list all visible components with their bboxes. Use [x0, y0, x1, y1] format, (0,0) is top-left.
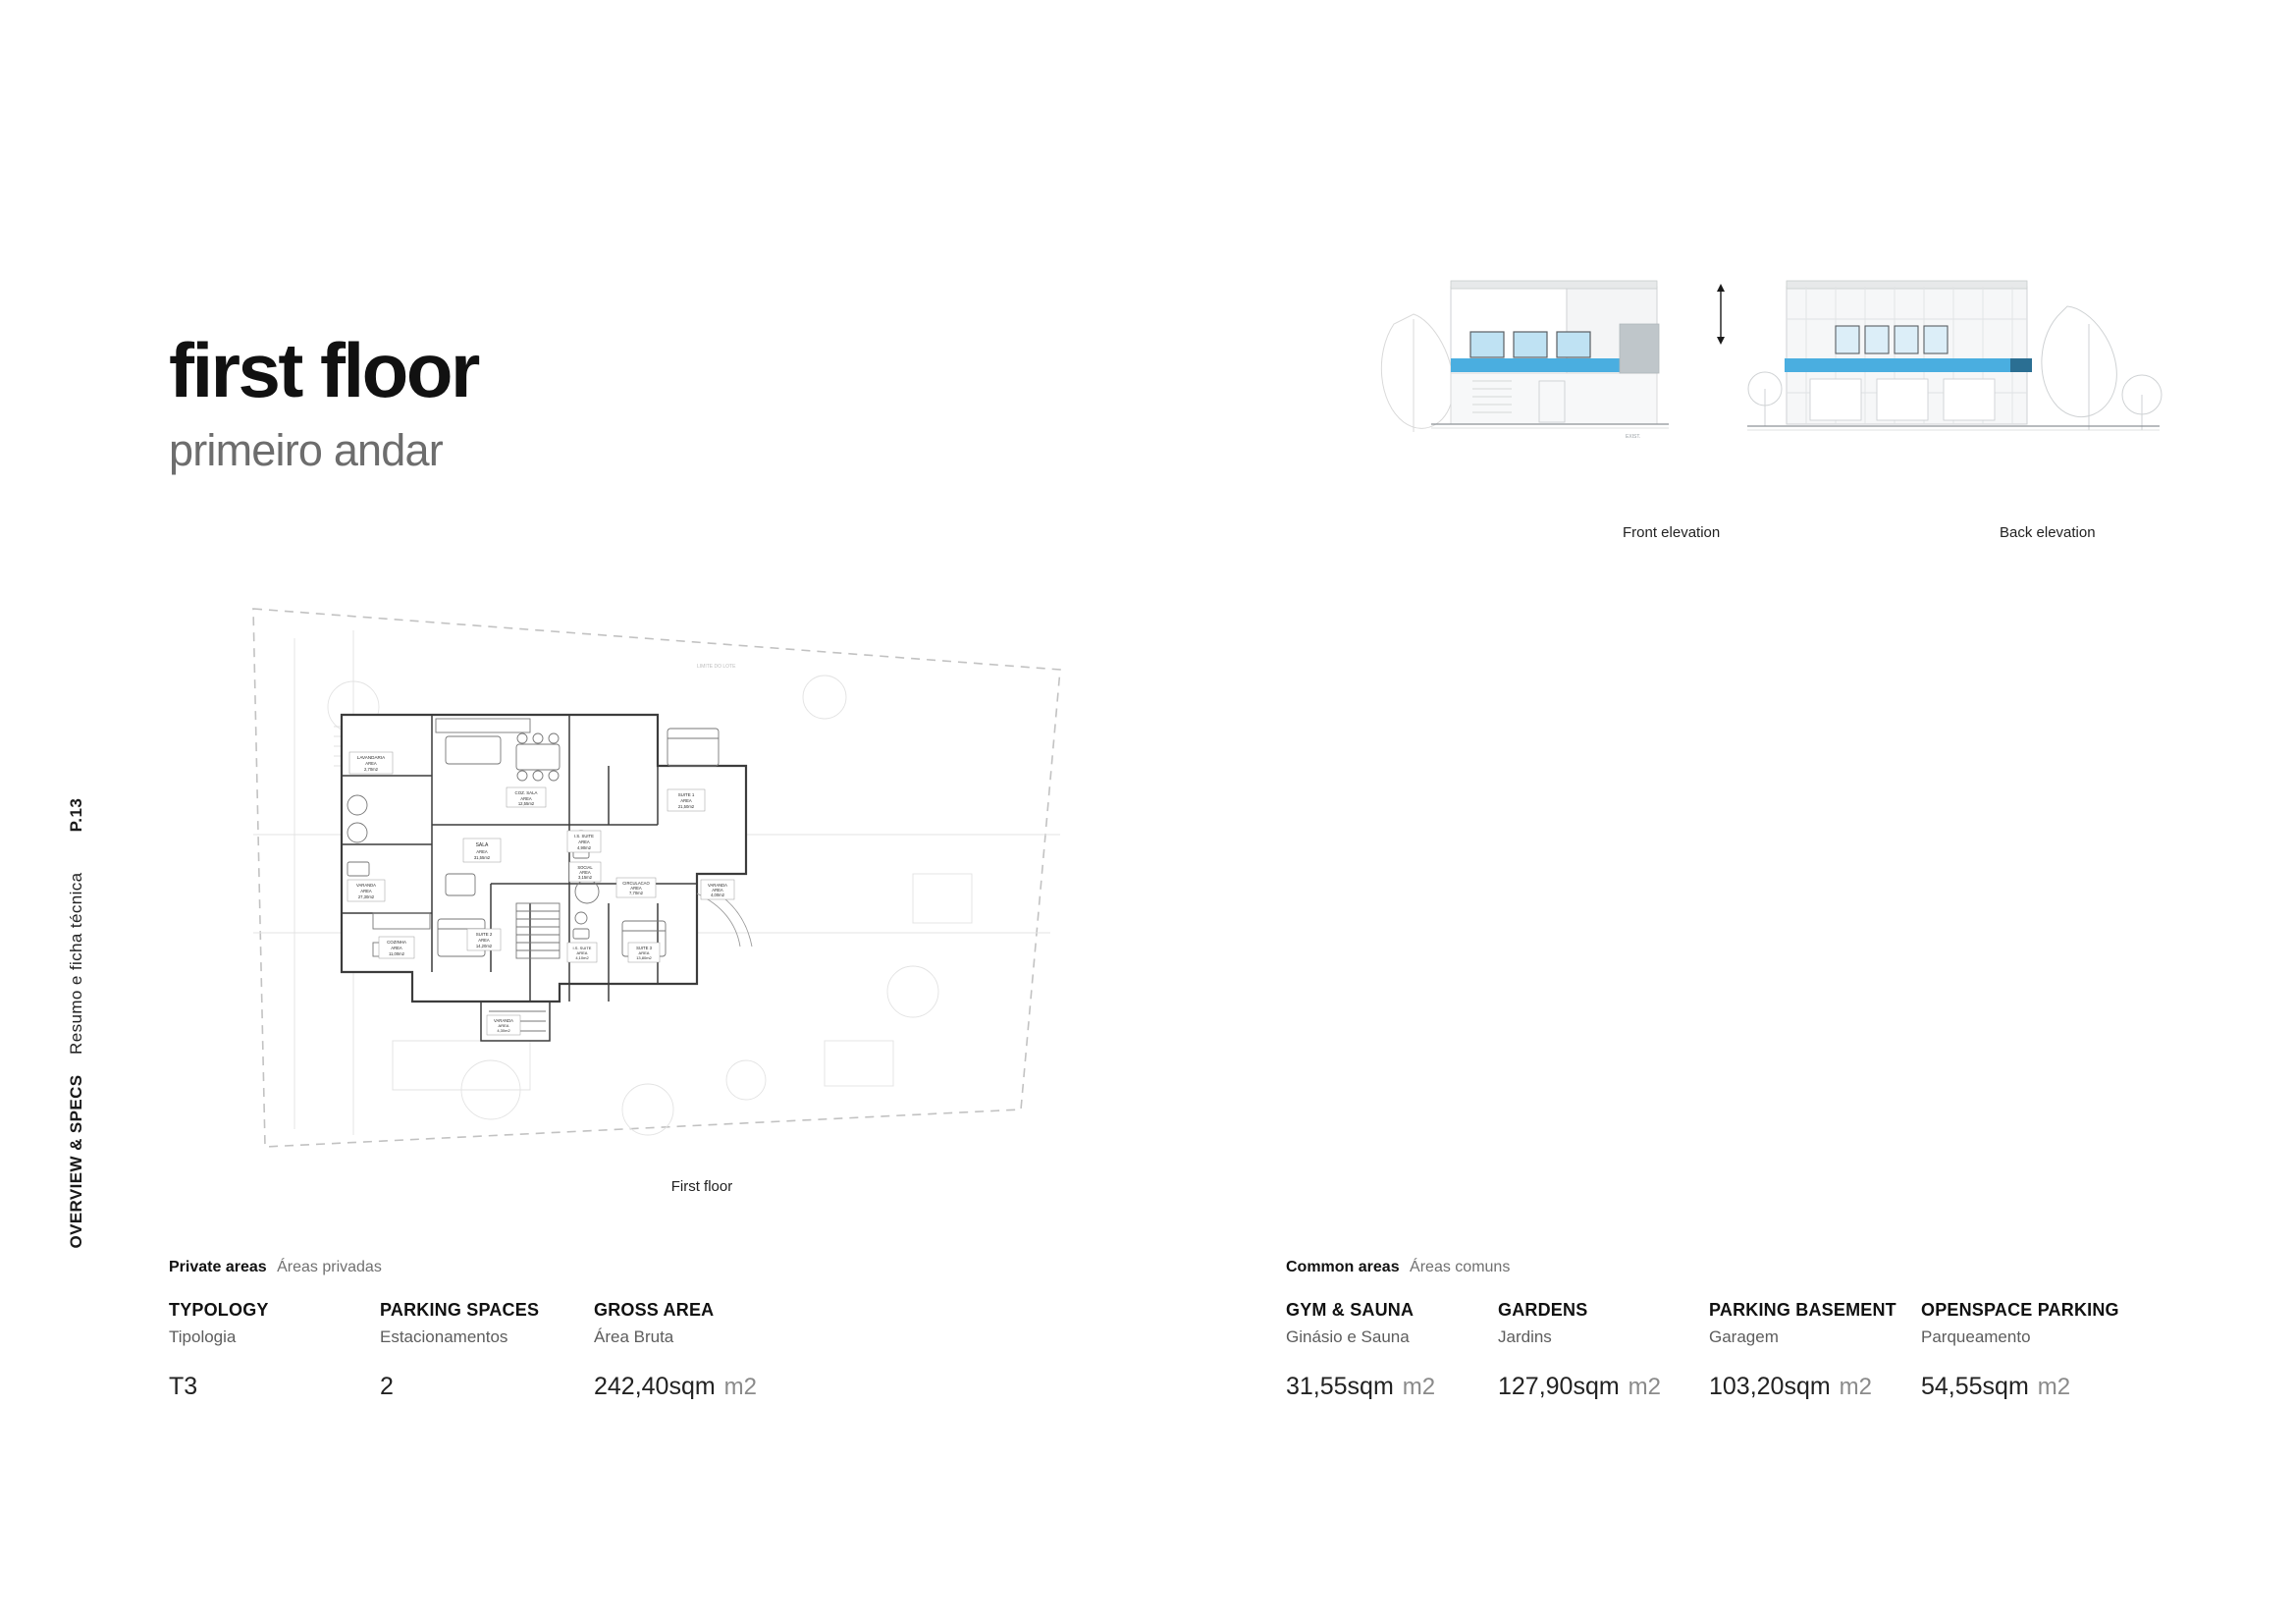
svg-text:SUITE 3: SUITE 3 [636, 946, 652, 950]
back-elevation-caption: Back elevation [2000, 524, 2096, 541]
spec-gross-area-title: GROSS AREA [594, 1300, 715, 1320]
svg-text:AREA: AREA [579, 870, 591, 875]
svg-text:LAVANDARIA: LAVANDARIA [356, 755, 386, 760]
private-areas-heading-light: Áreas privadas [277, 1259, 382, 1275]
spec-gross-area [594, 1300, 829, 1401]
svg-text:4,90m2: 4,90m2 [577, 845, 591, 850]
svg-text:AREA: AREA [391, 946, 402, 950]
svg-text:AREA: AREA [578, 839, 590, 844]
spec-openspace-parking-title: OPENSPACE PARKING [1921, 1300, 2119, 1320]
svg-text:COZINHA: COZINHA [387, 940, 406, 945]
svg-text:3,15m2: 3,15m2 [578, 875, 592, 880]
svg-text:AREA: AREA [498, 1023, 509, 1028]
spec-gym-sauna-unit: m2 [1402, 1374, 1436, 1400]
spec-parking-spaces-title: PARKING SPACES [380, 1300, 540, 1320]
private-areas-group [169, 1259, 829, 1401]
svg-text:AREA: AREA [630, 886, 642, 891]
spec-openspace-parking-number: 54,55sqm [1921, 1373, 2029, 1400]
common-areas-heading [1286, 1259, 2147, 1276]
spec-parking-spaces [380, 1300, 594, 1401]
private-areas-heading [169, 1259, 829, 1276]
spec-openspace-parking [1921, 1300, 2147, 1401]
spec-parking-spaces-sub: Estacionamentos [380, 1327, 508, 1346]
spec-typology-value [169, 1373, 380, 1401]
spec-parking-basement [1709, 1300, 1921, 1401]
spec-parking-basement-value [1709, 1373, 1921, 1401]
spec-openspace-parking-unit: m2 [2037, 1374, 2071, 1400]
spec-typology-number: T3 [169, 1373, 198, 1400]
spec-parking-basement-unit: m2 [1839, 1374, 1872, 1400]
spec-gym-sauna-title: GYM & SAUNA [1286, 1300, 1415, 1320]
svg-text:AREA: AREA [680, 798, 692, 803]
front-elevation-caption: Front elevation [1623, 524, 1721, 541]
spec-typology-sub: Tipologia [169, 1327, 237, 1346]
spec-parking-basement-sub: Garagem [1709, 1327, 1779, 1346]
svg-text:AREA: AREA [360, 889, 372, 893]
private-areas-columns [169, 1300, 829, 1401]
common-areas-columns [1286, 1300, 2147, 1401]
spec-gross-area-unit: m2 [723, 1374, 757, 1400]
floor-plan-drawing [236, 579, 1168, 1168]
spec-gardens-number: 127,90sqm [1498, 1373, 1620, 1400]
svg-text:AREA: AREA [712, 888, 723, 893]
svg-text:AREA: AREA [576, 950, 588, 955]
svg-text:SOCIAL: SOCIAL [577, 865, 593, 870]
spec-openspace-parking-value [1921, 1373, 2147, 1401]
svg-text:LIMITE DO LOTE: LIMITE DO LOTE [697, 664, 736, 670]
elevations-drawing [1374, 265, 2169, 520]
spec-gardens [1498, 1300, 1709, 1401]
spec-gym-sauna-number: 31,55sqm [1286, 1373, 1394, 1400]
svg-text:AREA: AREA [638, 950, 650, 955]
svg-text:2,70m2: 2,70m2 [364, 767, 378, 772]
svg-text:SUITE 1: SUITE 1 [677, 792, 695, 797]
spec-gardens-unit: m2 [1628, 1374, 1661, 1400]
svg-text:AREA: AREA [365, 761, 377, 766]
svg-text:14,20m2: 14,20m2 [475, 944, 493, 948]
elevations-figure [1374, 265, 2169, 541]
spec-gardens-sub: Jardins [1498, 1327, 1552, 1346]
common-areas-heading-light: Áreas comuns [1410, 1259, 1511, 1275]
spec-parking-basement-title: PARKING BASEMENT [1709, 1300, 1896, 1320]
svg-text:EXIST.: EXIST. [1626, 434, 1641, 440]
page-title: first floor [169, 327, 478, 413]
svg-text:AREA: AREA [476, 849, 488, 854]
svg-text:I.S. SUITE: I.S. SUITE [572, 946, 592, 950]
svg-text:VARANDA: VARANDA [494, 1018, 513, 1023]
svg-text:CIRCULACAO: CIRCULACAO [622, 881, 650, 886]
spec-gardens-title: GARDENS [1498, 1300, 1588, 1320]
common-areas-group [1286, 1259, 2147, 1401]
svg-text:21,50m2: 21,50m2 [677, 804, 695, 809]
front-elevation-drawing [1381, 281, 1669, 440]
spec-gardens-value [1498, 1373, 1709, 1401]
svg-text:4,10m2: 4,10m2 [575, 955, 589, 960]
svg-text:4,30m2: 4,30m2 [497, 1028, 510, 1033]
svg-text:COZ. SALA: COZ. SALA [514, 790, 538, 795]
svg-text:SUITE 2: SUITE 2 [475, 932, 493, 937]
svg-text:I.S. SUITE: I.S. SUITE [574, 834, 594, 839]
private-areas-heading-bold: Private areas [169, 1259, 267, 1275]
back-elevation-drawing [1747, 281, 2162, 430]
spec-parking-spaces-number: 2 [380, 1373, 394, 1400]
spec-gross-area-number: 242,40sqm [594, 1373, 716, 1400]
spec-typology-title: TYPOLOGY [169, 1300, 269, 1320]
spec-parking-basement-number: 103,20sqm [1709, 1373, 1831, 1400]
spec-openspace-parking-sub: Parqueamento [1921, 1327, 2031, 1346]
height-arrow-icon [1717, 284, 1725, 345]
floor-plan-caption: First floor [670, 1178, 733, 1195]
page-title-block [169, 327, 478, 475]
svg-text:AREA: AREA [520, 796, 532, 801]
spec-parking-spaces-value [380, 1373, 594, 1401]
svg-text:SALA: SALA [475, 842, 489, 848]
elevation-captions [1374, 524, 2169, 544]
floor-plan-figure [236, 579, 1168, 1168]
section-label-light: Resumo e ficha técnica [67, 872, 85, 1055]
svg-text:13,80m2: 13,80m2 [636, 955, 652, 960]
spec-gym-sauna-value [1286, 1373, 1498, 1401]
specifications [0, 1259, 2296, 1416]
svg-text:11,00m2: 11,00m2 [389, 951, 404, 956]
section-label [67, 872, 86, 1248]
svg-text:12,55m2: 12,55m2 [517, 801, 535, 806]
svg-text:7,70m2: 7,70m2 [629, 891, 643, 895]
spec-typology [169, 1300, 380, 1401]
spec-gym-sauna [1286, 1300, 1498, 1401]
svg-text:VARANDA: VARANDA [708, 883, 727, 888]
svg-text:31,55m2: 31,55m2 [473, 855, 491, 860]
spec-gross-area-value [594, 1373, 829, 1401]
svg-text:4,00m2: 4,00m2 [711, 893, 724, 897]
section-label-bold: OVERVIEW & SPECS [67, 1074, 85, 1249]
page-subtitle: primeiro andar [169, 425, 443, 475]
spec-gym-sauna-sub: Ginásio e Sauna [1286, 1327, 1410, 1346]
svg-text:AREA: AREA [478, 938, 490, 943]
page-number: P.13 [67, 797, 85, 833]
svg-text:VARANDA: VARANDA [356, 883, 376, 888]
common-areas-heading-bold: Common areas [1286, 1259, 1400, 1275]
svg-text:27,30m2: 27,30m2 [357, 894, 375, 899]
spec-gross-area-sub: Área Bruta [594, 1327, 674, 1346]
